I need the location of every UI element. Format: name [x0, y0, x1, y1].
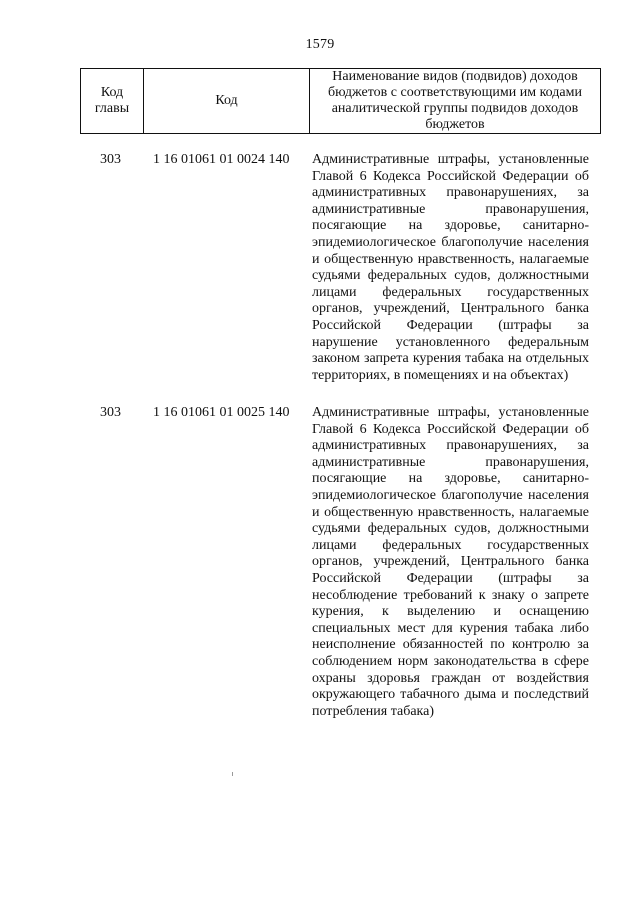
- scan-mark: [232, 772, 233, 776]
- row-chapter: 303: [100, 405, 121, 420]
- header-chapter-code: [81, 69, 144, 133]
- header-code: [144, 69, 310, 133]
- row-code: 1 16 01061 01 0025 140: [153, 405, 290, 420]
- page-number: 1579: [305, 37, 335, 52]
- table-header: [80, 68, 601, 134]
- header-code-label: Код: [215, 93, 238, 108]
- header-name-label: Наименование видов (подвидов) доходов бюджетов с соответствующими им кодами аналитической группы подвидов доходов бюджетов: [328, 69, 582, 132]
- header-name: [310, 69, 600, 133]
- row-code: 1 16 01061 01 0024 140: [153, 152, 290, 167]
- row-description: Административные штрафы, установленные Главой 6 Кодекса Российской Федерации об административных правонарушениях, за административные правонарушения, посягающие на здоровье, санитарно-эпидемиологическое благополучие населения и общественную нравственность, налагаемые судьями федеральных судов, должностными лицами федеральных государственных органов, учреждений, Центрального банка Российской Федерации (штрафы за нарушение установленного федеральным законом запрета курения табака на отдельных территориях, в помещениях и на объектах): [312, 152, 589, 383]
- row-description: Административные штрафы, установленные Главой 6 Кодекса Российской Федерации об административных правонарушениях, за административные правонарушения, посягающие на здоровье, санитарно-эпидемиологическое благополучие населения и общественную нравственность, налагаемые судьями федеральных судов, должностными лицами федеральных государственных органов, учреждений, Центрального банка Российской Федерации (штрафы за несоблюдение требований к знаку о запрете курения, к выделению и оснащению специальных мест для курения табака либо неисполнение обязанностей по контролю за соблюдением норм законодательства в сфере охраны здоровья граждан от воздействия окружающего табачного дыма и последствий потребления табака): [312, 405, 589, 719]
- header-chapter-code-label: Код главы: [94, 85, 130, 116]
- row-chapter: 303: [100, 152, 121, 167]
